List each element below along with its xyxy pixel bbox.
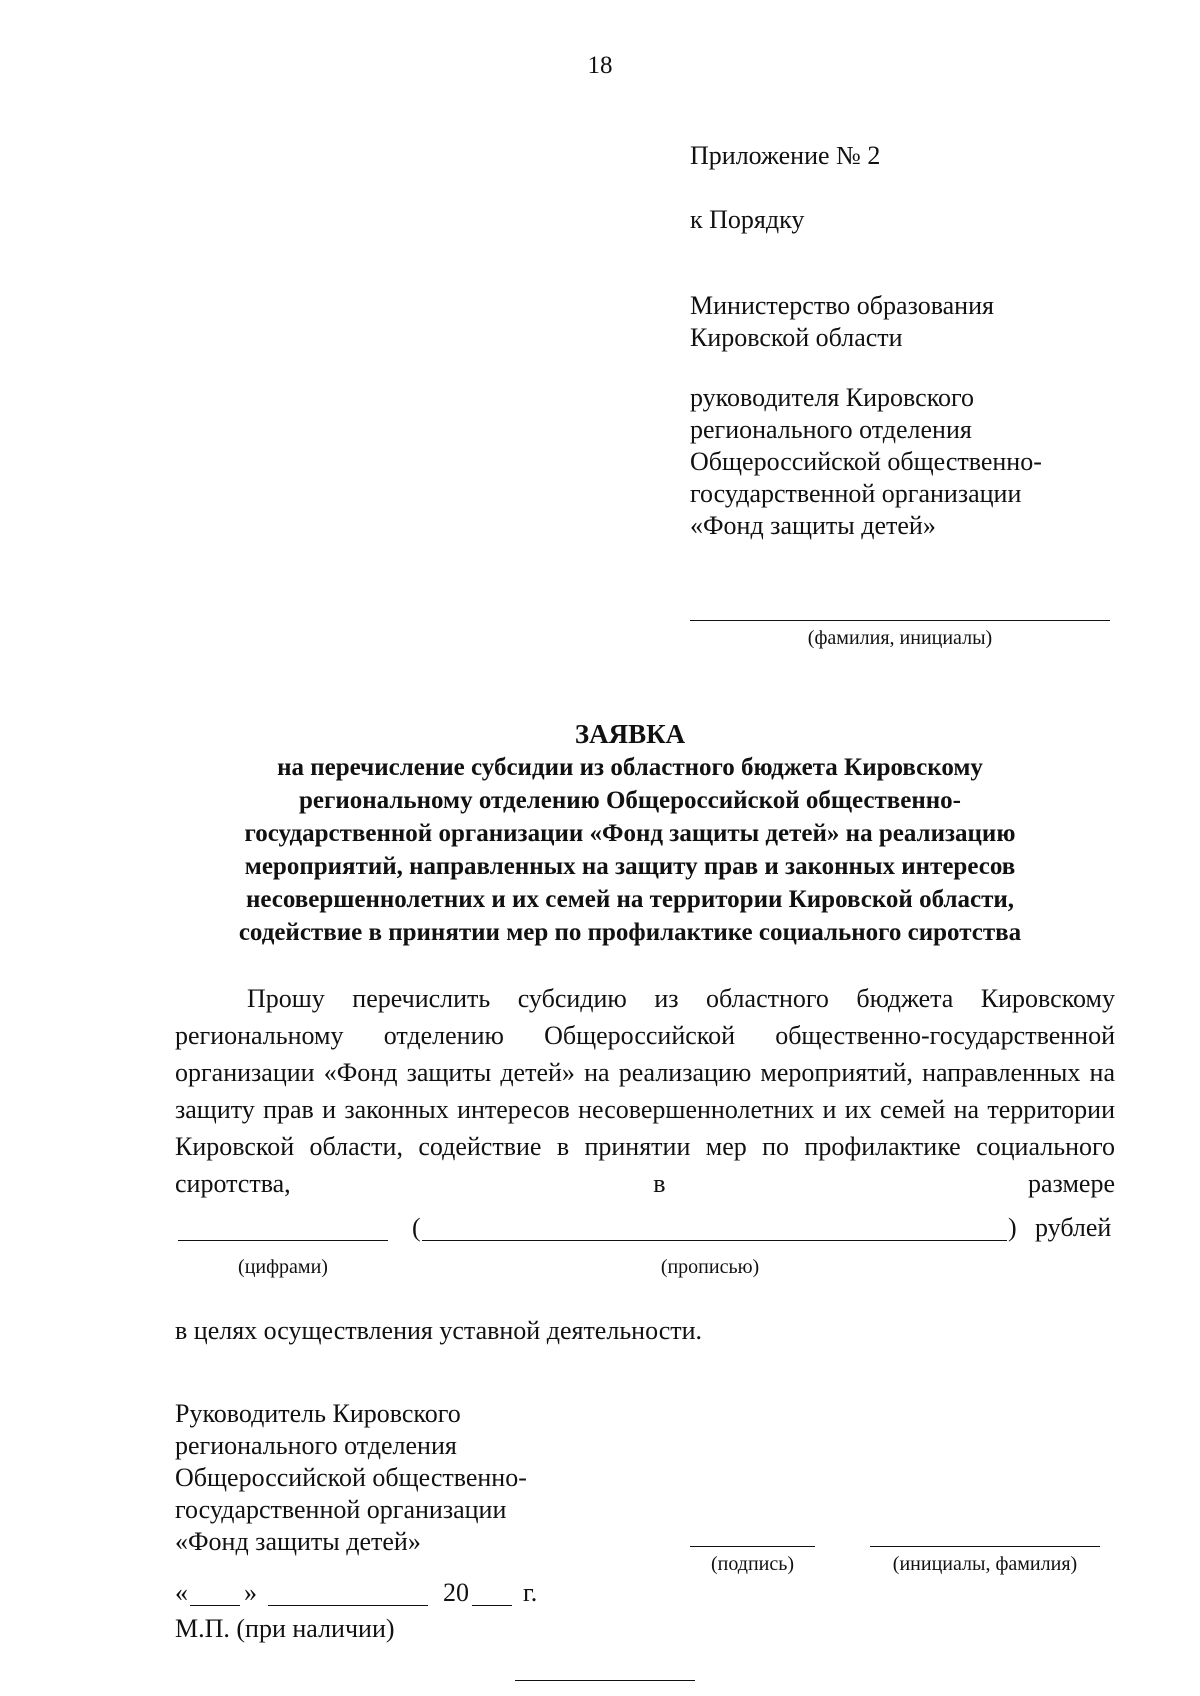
addressee-to	[690, 290, 994, 354]
amount-digits-caption: (цифрами)	[238, 1256, 328, 1278]
title-heading: ЗАЯВКА	[574, 719, 686, 749]
request-paragraph	[175, 980, 1115, 1202]
addressee-from-line: «Фонд защиты детей»	[690, 511, 936, 540]
amount-words-line	[422, 1240, 1007, 1241]
addressee-from-line: государственной организации	[690, 479, 1022, 508]
signatory-line: «Фонд защиты детей»	[175, 1527, 421, 1556]
signature-line	[690, 1546, 815, 1547]
date-day-line	[190, 1605, 240, 1606]
signatory-line: государственной организации	[175, 1495, 507, 1524]
addressee-from-line: регионального отделения	[690, 415, 972, 444]
signatory-line: Руководитель Кировского	[175, 1399, 461, 1428]
amount-words-caption: (прописью)	[660, 1256, 760, 1278]
amount-close-paren: )	[1008, 1213, 1017, 1242]
addressee-to-line: Кировской области	[690, 323, 903, 352]
title-line: на перечисление субсидии из областного бюджета Кировскому	[277, 754, 983, 781]
date-year-prefix: 20	[443, 1578, 469, 1607]
signatory-position	[175, 1398, 595, 1558]
page-number: 18	[587, 52, 613, 79]
title-line: содействие в принятии мер по профилактике социального сиротства	[238, 919, 1022, 946]
addressee-to-line: Министерство образования	[690, 291, 994, 320]
purpose-text: в целях осуществления уставной деятельности.	[175, 1316, 703, 1345]
amount-digits-line	[178, 1240, 388, 1241]
currency-label: рублей	[1035, 1213, 1112, 1242]
appendix-label: Приложение № 2	[690, 141, 881, 170]
date-open-quote: «	[175, 1578, 188, 1607]
request-text: Прошу перечислить субсидию из областного бюджета Кировскому региональному отделению Общероссийской общественно-государственной организации «Фонд защиты детей» на реализацию мероприятий, направленных на защиту прав и законных интересов несовершеннолетних и их семей на территории Кировской области, содействие в принятии мер по профилактике социального сиротства, в размере	[175, 984, 1115, 1198]
addressee-name-caption: (фамилия, инициалы)	[807, 627, 993, 649]
stamp-label: М.П. (при наличии)	[175, 1614, 395, 1643]
document-title	[170, 718, 1090, 949]
date-year-suffix: г.	[523, 1578, 538, 1607]
signatory-name-line	[870, 1546, 1100, 1547]
signatory-line: регионального отделения	[175, 1431, 457, 1460]
addressee-from-line: руководителя Кировского	[690, 383, 975, 412]
amount-open-paren: (	[412, 1213, 421, 1242]
date-year-line	[472, 1605, 512, 1606]
title-line: государственной организации «Фонд защиты детей» на реализацию	[244, 820, 1016, 847]
addressee-name-line	[690, 620, 1110, 621]
signature-caption: (подпись)	[710, 1553, 795, 1575]
title-line: мероприятий, направленных на защиту прав и законных интересов	[244, 853, 1016, 880]
addressee-from	[690, 382, 1042, 542]
appendix-reference: к Порядку	[690, 205, 805, 234]
addressee-from-line: Общероссийской общественно-	[690, 447, 1042, 476]
date-close-quote: »	[244, 1578, 257, 1607]
end-divider	[515, 1680, 695, 1681]
title-line: несовершеннолетних и их семей на территории Кировской области,	[245, 886, 1015, 913]
signatory-line: Общероссийской общественно-	[175, 1463, 527, 1492]
signatory-name-caption: (инициалы, фамилия)	[892, 1553, 1078, 1575]
title-line: региональному отделению Общероссийской общественно-	[299, 787, 961, 814]
date-month-line	[268, 1605, 428, 1606]
